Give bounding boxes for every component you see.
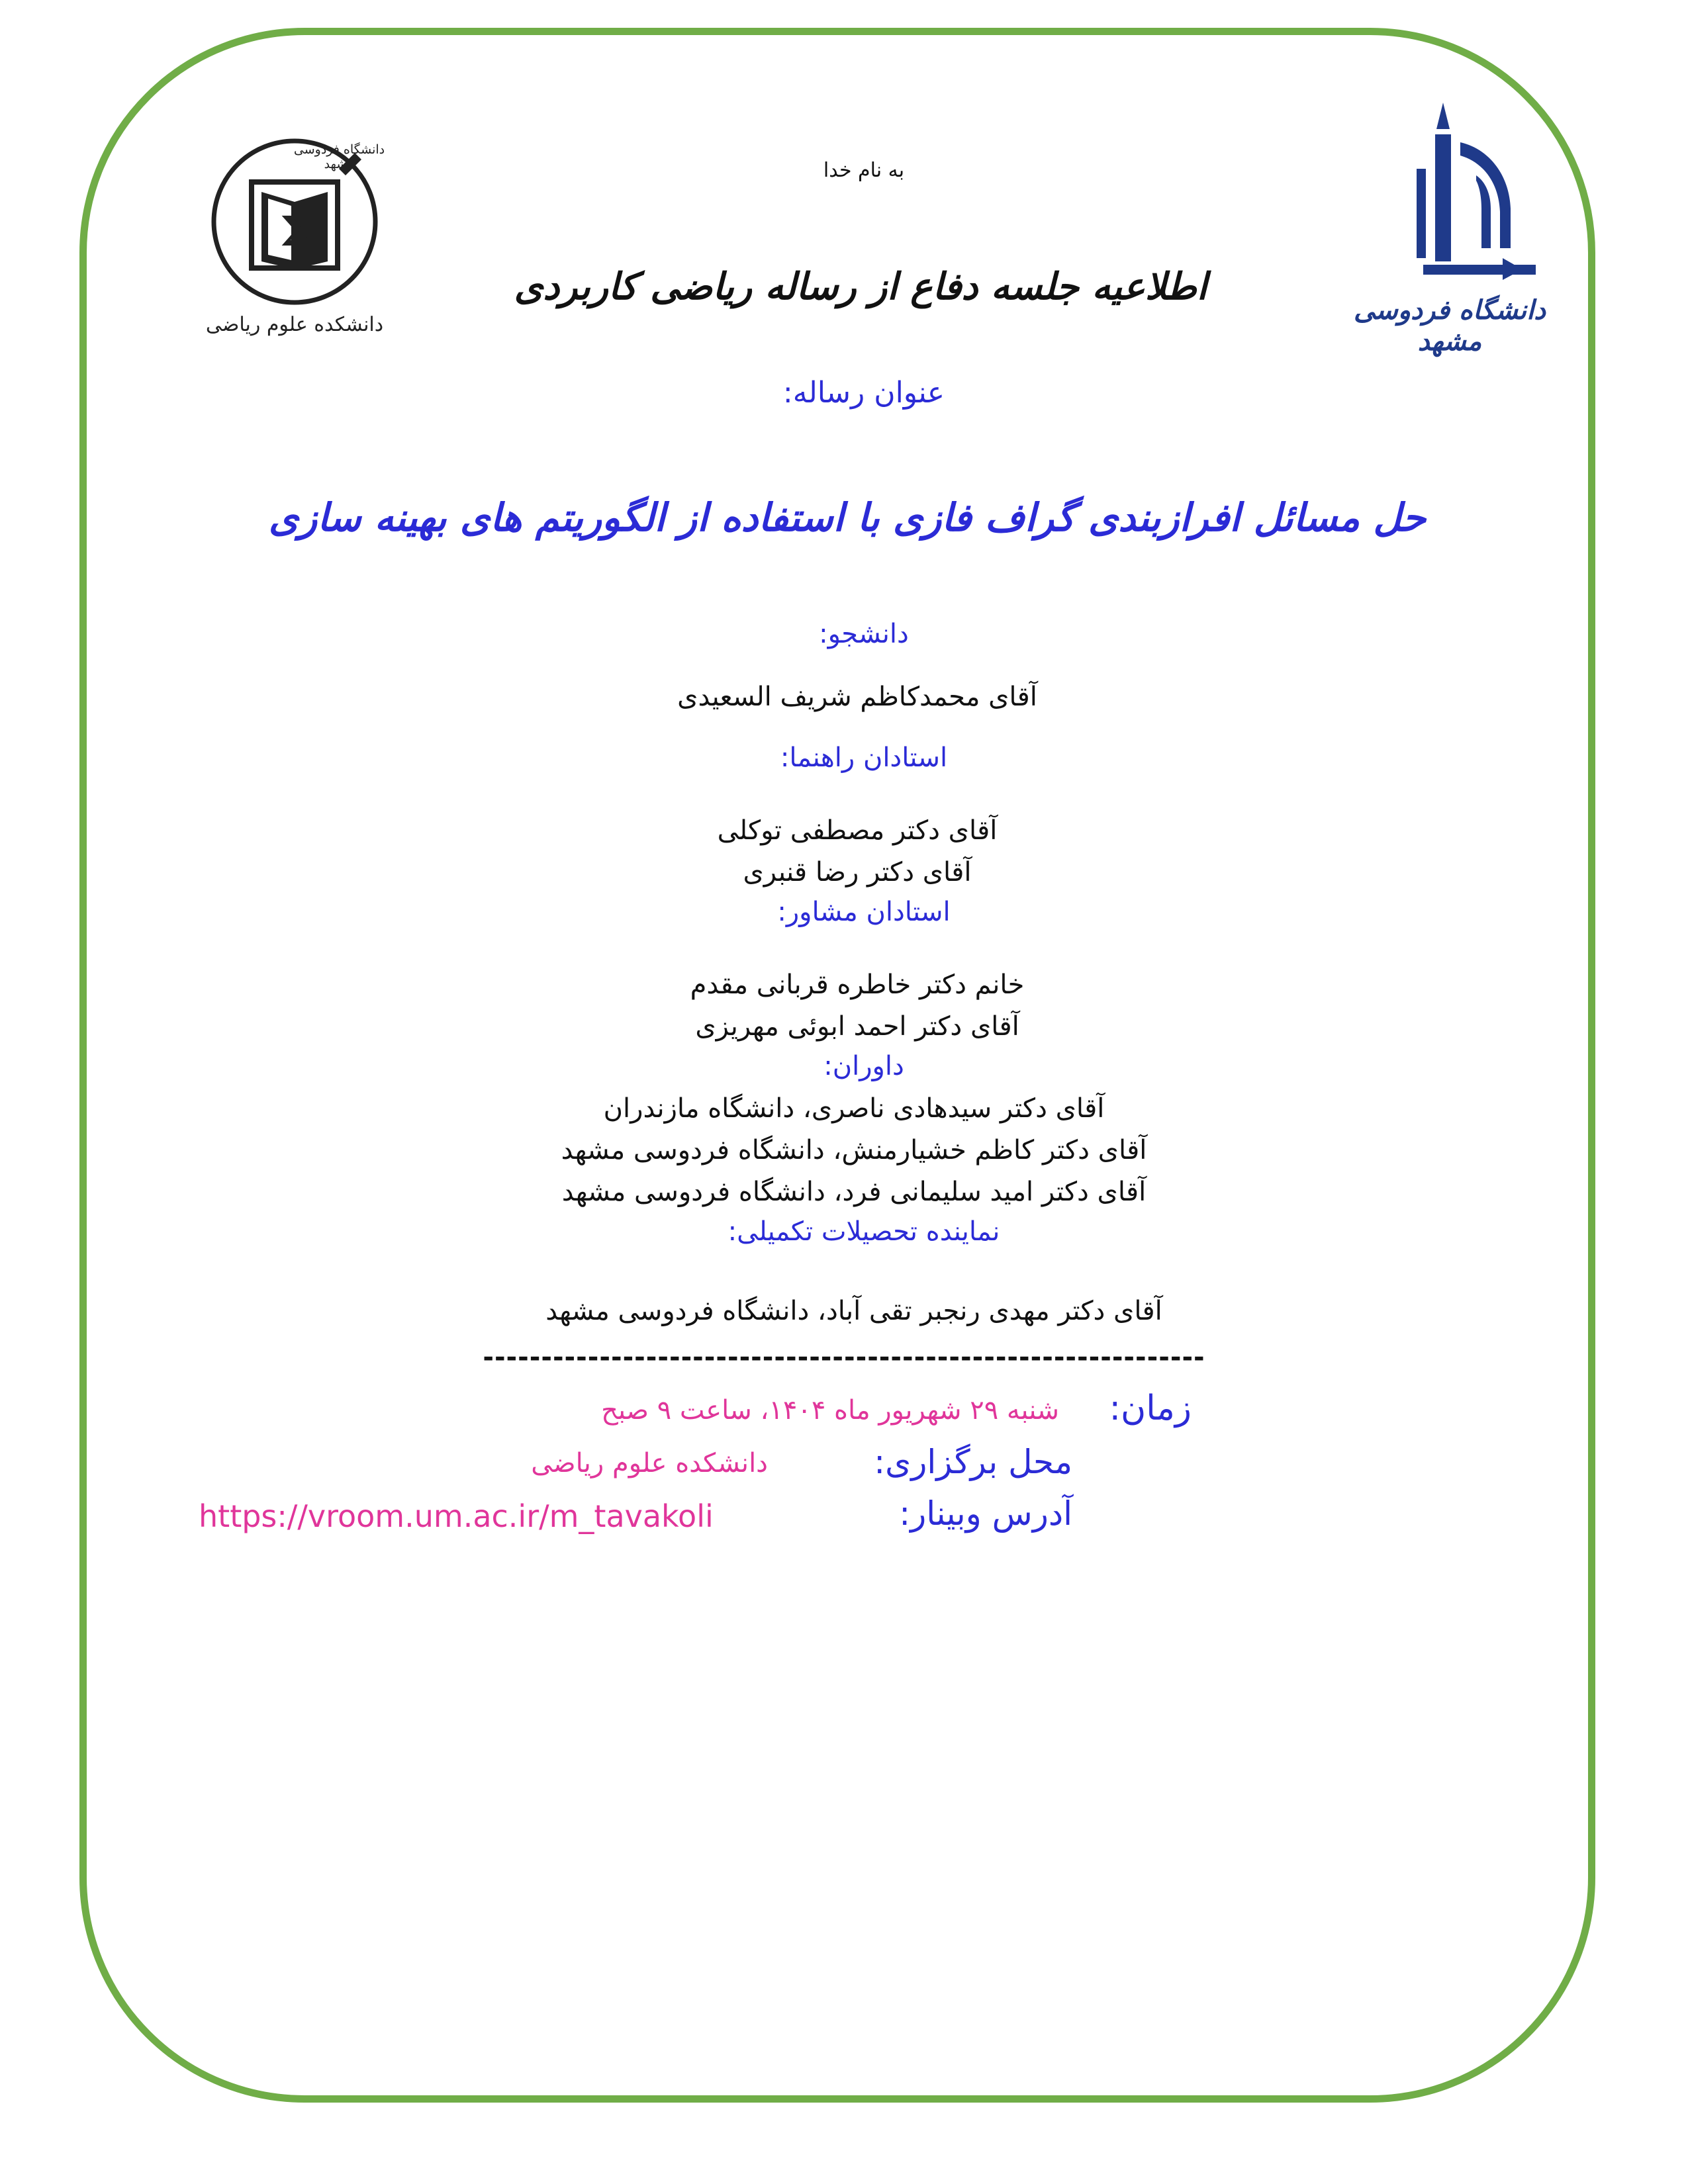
bismillah: به نام خدا (823, 159, 905, 182)
university-emblem-icon (1344, 96, 1556, 288)
advisor-name: خانم دکتر خاطره قربانی مقدم (690, 970, 1025, 1000)
referee-name: آقای دکتر سیدهادی ناصری، دانشگاه مازندران (603, 1093, 1105, 1124)
faculty-ring-text: دانشگاه فردوسی مشهد (293, 142, 385, 171)
faculty-symbol: Σ (280, 207, 309, 255)
graduate-rep-name: آقای دکتر مهدی رنجبر تقی آباد، دانشگاه فردوسی مشهد (545, 1296, 1162, 1326)
student-name: آقای محمدکاظم شریف السعیدی (677, 682, 1037, 712)
graduate-rep-label: نماینده تحصیلات تکمیلی: (727, 1216, 1000, 1247)
time-value: شنبه ۲۹ شهریور ماه ۱۴۰۴، ساعت ۹ صبح (601, 1395, 1059, 1426)
separator-line: -------------------------------------------------------------- (483, 1342, 1205, 1373)
announcement-title: اطلاعیه جلسه دفاع از رساله ریاضی کاربردی (514, 265, 1207, 308)
supervisor-name: آقای دکتر مصطفی توکلی (717, 815, 998, 846)
student-label: دانشجو: (819, 619, 909, 649)
advisor-name: آقای دکتر احمد ابوئی مهریزی (695, 1011, 1019, 1042)
webinar-link[interactable]: https://vroom.um.ac.ir/m_tavakoli (199, 1498, 714, 1534)
faculty-logo-caption: دانشکده علوم ریاضی (205, 313, 384, 336)
time-label: زمان: (1109, 1388, 1192, 1428)
venue-value: دانشکده علوم ریاضی (531, 1448, 768, 1479)
referees-label: داوران: (823, 1051, 904, 1081)
referee-name: آقای دکتر امید سلیمانی فرد، دانشگاه فردوسی مشهد (561, 1177, 1147, 1207)
supervisors-label: استادان راهنما: (780, 743, 948, 773)
thesis-label: عنوان رساله: (782, 376, 945, 410)
webinar-label: آدرس وبینار: (899, 1494, 1072, 1533)
thesis-title: حل مسائل افرازبندی گراف فازی با استفاده از الگوریتم های بهینه سازی (268, 495, 1427, 540)
referee-name: آقای دکتر کاظم خشیارمنش، دانشگاه فردوسی مشهد (561, 1135, 1147, 1165)
university-logo-caption: دانشگاه فردوسی مشهد (1353, 295, 1546, 357)
advisors-label: استادان مشاور: (777, 897, 951, 927)
venue-label: محل برگزاری: (874, 1443, 1072, 1481)
supervisor-name: آقای دکتر رضا قنبری (743, 857, 972, 887)
